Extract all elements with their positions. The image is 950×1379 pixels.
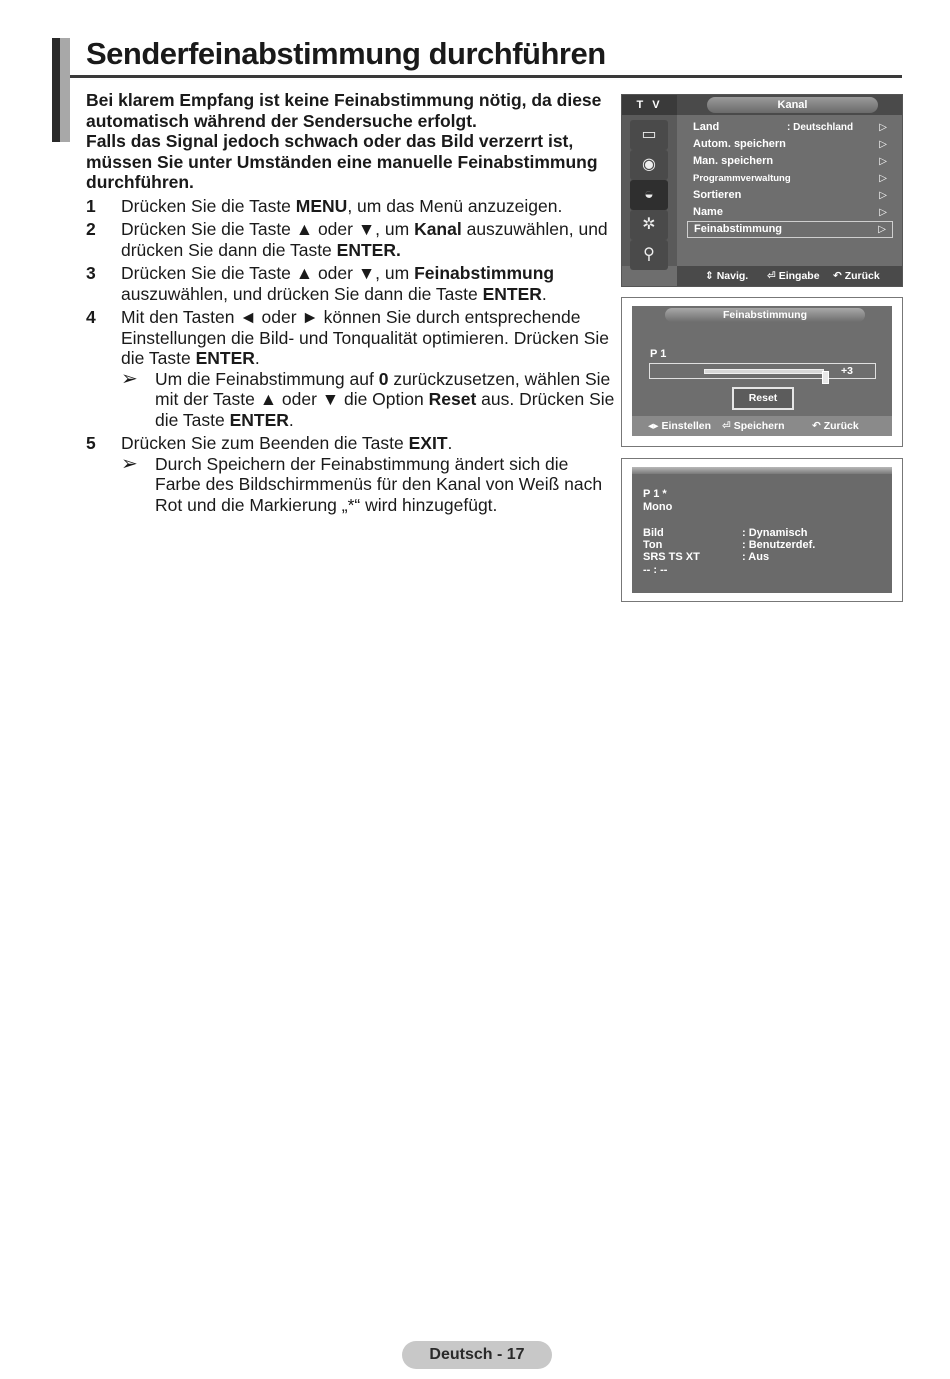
chevron-right-icon: ▷ (879, 139, 887, 150)
menu-item-label: Name (693, 206, 723, 218)
chevron-right-icon: ▷ (879, 122, 887, 133)
step-note (121, 454, 616, 516)
info-channel: P 1 * (643, 488, 667, 500)
step-number: 3 (86, 263, 96, 283)
text-segment: Drücken Sie die Taste (121, 195, 296, 216)
navig-hint: ⇕ Navig. (705, 270, 749, 282)
fine-tune-channel: P 1 (650, 348, 667, 360)
text-segment: Mit den Tasten ◄ oder ► können Sie durch entsprechende Einstellungen die Bild- und Tonqualität optimieren. Drücken Sie die Taste (121, 307, 610, 368)
title-underline (70, 75, 902, 78)
kanal-menu-item[interactable] (687, 221, 893, 238)
step-number: 2 (86, 219, 96, 239)
chevron-right-icon: ▷ (879, 173, 887, 184)
fine-tune-value: +3 (841, 365, 853, 377)
slider-track (704, 369, 824, 374)
info-value-bild: : Dynamisch (742, 527, 808, 539)
chevron-right-icon: ▷ (879, 190, 887, 201)
kanal-menu-item[interactable] (687, 153, 893, 170)
emphasis-text: ENTER (195, 348, 255, 368)
fine-tune-dialog (632, 306, 892, 436)
kanal-menu-item[interactable] (687, 187, 893, 204)
kanal-menu-item[interactable] (687, 136, 893, 153)
kanal-footer (677, 266, 902, 286)
menu-item-label: Land (693, 121, 720, 133)
kanal-menu-item[interactable] (687, 119, 893, 136)
text-segment: Um die Feinabstimmung auf (155, 368, 379, 389)
chevron-right-icon: ▷ (879, 207, 887, 218)
kanal-menu-screenshot (621, 94, 903, 287)
step-text (121, 219, 616, 260)
fine-tune-title: Feinabstimmung (665, 308, 865, 322)
chevron-right-icon: ▷ (878, 224, 886, 235)
reset-button[interactable]: Reset (732, 387, 794, 410)
note-arrow-icon: ➢ (121, 452, 138, 475)
emphasis-text: Kanal (414, 219, 462, 239)
fine-tune-footer (632, 416, 892, 436)
chevron-right-icon: ▷ (879, 156, 887, 167)
picture-icon: ▭ (630, 120, 668, 150)
emphasis-text: MENU (295, 195, 348, 216)
text-segment: . (447, 433, 453, 453)
info-time: -- : -- (643, 564, 668, 576)
title-accent-bar-light (60, 38, 70, 142)
text-segment: Durch Speichern der Feinabstimmung ändert sich die Farbe des Bildschirmmenüs für den Kanal von Weiß nach Rot und die Markierung „*“ wird hinzugefügt. (155, 453, 603, 515)
menu-item-label: Feinabstimmung (694, 223, 783, 235)
info-audio: Mono (643, 501, 673, 513)
step-5 (86, 433, 616, 515)
text-segment: . (541, 283, 547, 304)
steps-list (86, 196, 616, 516)
einstellen-hint: ◂▸ Einstellen (648, 420, 712, 432)
setup-icon: ✲ (630, 210, 668, 240)
step-number: 5 (86, 433, 96, 453)
menu-item-value: : Deutschland (787, 122, 854, 133)
emphasis-text: Feinabstimmung (414, 263, 555, 283)
emphasis-text: ENTER (229, 409, 289, 430)
emphasis-text: ENTER (482, 283, 542, 304)
step-1 (86, 196, 616, 217)
menu-sidebar (622, 115, 677, 266)
kanal-title: Kanal (707, 97, 878, 113)
kanal-menu-item[interactable] (687, 204, 893, 221)
text-segment: auszuwählen, und drücken Sie dann die Taste (121, 283, 483, 304)
step-note (121, 369, 616, 431)
info-value-srs: : Aus (742, 551, 770, 563)
kanal-menu-item[interactable] (687, 170, 893, 187)
text-segment: aus. Drücken Sie die Taste (155, 389, 615, 430)
zurueck-hint: ↶ Zurück (833, 270, 880, 282)
title-accent-bar (52, 38, 60, 142)
kanal-menu-items (687, 119, 893, 238)
info-label-bild: Bild (643, 527, 664, 539)
text-segment: . (288, 409, 294, 430)
note-arrow-icon: ➢ (121, 367, 138, 390)
text-segment: auszuwählen, und drücken Sie dann die Taste (121, 219, 608, 260)
step-text (121, 196, 616, 217)
menu-item-label: Man. speichern (693, 155, 774, 167)
fine-tune-slider[interactable] (649, 363, 876, 379)
info-label-ton: Ton (643, 539, 663, 551)
text-segment: Drücken Sie die Taste ▲ oder ▼, um (121, 263, 415, 283)
step-text (121, 307, 616, 369)
fine-tune-screenshot (621, 297, 903, 447)
tv-label: T V (622, 95, 677, 115)
input-icon: ⚲ (630, 240, 668, 270)
kanal-titlebar (677, 95, 902, 115)
step-number: 1 (86, 195, 96, 216)
step-text (121, 263, 616, 304)
emphasis-text: 0 (378, 368, 389, 389)
sound-icon: ◉ (630, 150, 668, 180)
info-top-line (632, 467, 892, 474)
slider-knob[interactable] (822, 371, 829, 384)
text-segment: Drücken Sie die Taste ▲ oder ▼, um (121, 219, 415, 239)
text-segment: Drücken Sie zum Beenden die Taste (121, 433, 409, 453)
menu-item-label: Sortieren (693, 189, 742, 201)
step-3 (86, 263, 616, 304)
text-segment: , um das Menü anzuzeigen. (347, 195, 563, 216)
intro-paragraph (86, 90, 616, 193)
text-segment: zurückzusetzen, wählen Sie mit der Taste ▲ oder ▼ die Option (155, 368, 611, 409)
speichern-hint: ⏎ Speichern (722, 420, 785, 432)
page-number-label: Deutsch - 17 (402, 1341, 552, 1369)
emphasis-text: Reset (428, 389, 477, 409)
channel-info-panel (632, 467, 892, 593)
info-value-ton: : Benutzerdef. (742, 539, 816, 551)
intro-line-1: Bei klarem Empfang ist keine Feinabstimmung nötig, da diese automatisch während der Sendersuche erfolgt. (86, 90, 602, 131)
step-number: 4 (86, 307, 96, 327)
zurueck-hint: ↶ Zurück (812, 420, 859, 432)
step-4 (86, 307, 616, 430)
menu-item-label: Autom. speichern (693, 138, 786, 150)
page-title: Senderfeinabstimmung durchführen (86, 36, 606, 71)
channel-info-screenshot (621, 458, 903, 602)
intro-line-2: Falls das Signal jedoch schwach oder das Bild verzerrt ist, müssen Sie unter Umständen eine manuelle Feinabstimmung durchführen. (86, 131, 598, 192)
step-2 (86, 219, 616, 260)
channel-icon: ◒ (630, 180, 668, 210)
text-segment: . (254, 348, 260, 368)
eingabe-hint: ⏎ Eingabe (767, 270, 820, 282)
emphasis-text: ENTER. (336, 239, 401, 260)
instructions (86, 90, 616, 518)
info-label-srs: SRS TS XT (643, 551, 700, 563)
menu-item-label: Programmverwaltung (693, 173, 791, 184)
emphasis-text: EXIT (408, 433, 448, 453)
step-text (121, 433, 616, 454)
